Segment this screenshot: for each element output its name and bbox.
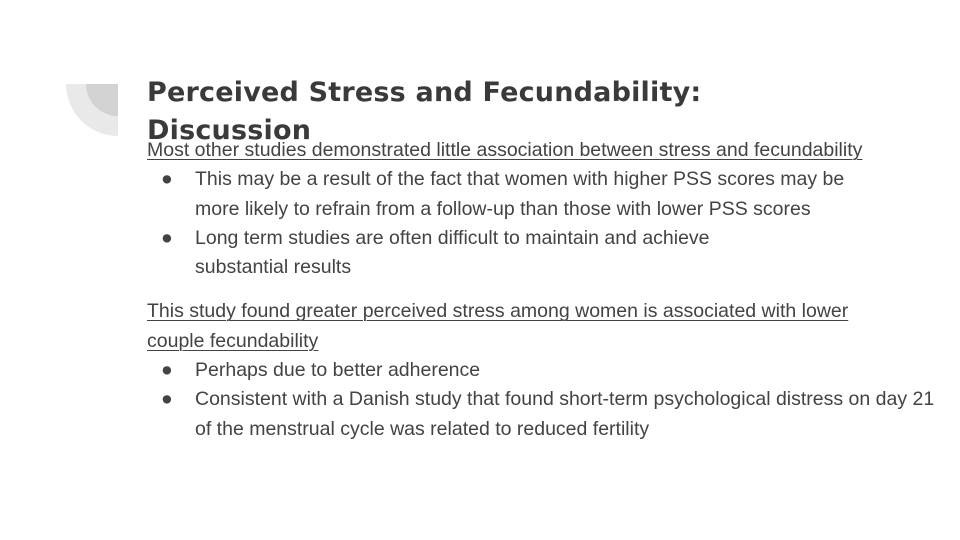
list-item [147, 165, 855, 224]
list-item [147, 224, 775, 283]
slide-title: Perceived Stress and Fecundability: Discussion [147, 77, 702, 146]
section-1-heading: Most other studies demonstrated little association between stress and fecundability [147, 139, 863, 161]
section-2-bullets [147, 356, 937, 444]
bullet-icon: ● [161, 359, 173, 382]
section-1-bullets [147, 165, 937, 282]
bullet-text: This may be a result of the fact that women with higher PSS scores may be more likely to refrain from a follow-up than those with lower PSS scores [195, 168, 845, 220]
bullet-text: Perhaps due to better adherence [195, 359, 481, 382]
list-item [147, 356, 935, 385]
bullet-text: Long term studies are often difficult to maintain and achieve substantial results [195, 226, 710, 279]
list-item [147, 385, 935, 444]
bullet-text: Consistent with a Danish study that found short-term psychological distress on day 21 of the menstrual cycle was related to reduced fertility [195, 388, 935, 440]
slide-body [147, 136, 937, 444]
section-2-heading: This study found greater perceived stress among women is associated with lower couple fecundability [147, 300, 849, 352]
decorative-quarter-circle [66, 84, 118, 136]
bullet-icon: ● [161, 168, 173, 191]
bullet-icon: ● [161, 226, 173, 249]
bullet-icon: ● [161, 388, 173, 411]
section-spacer [147, 282, 937, 297]
